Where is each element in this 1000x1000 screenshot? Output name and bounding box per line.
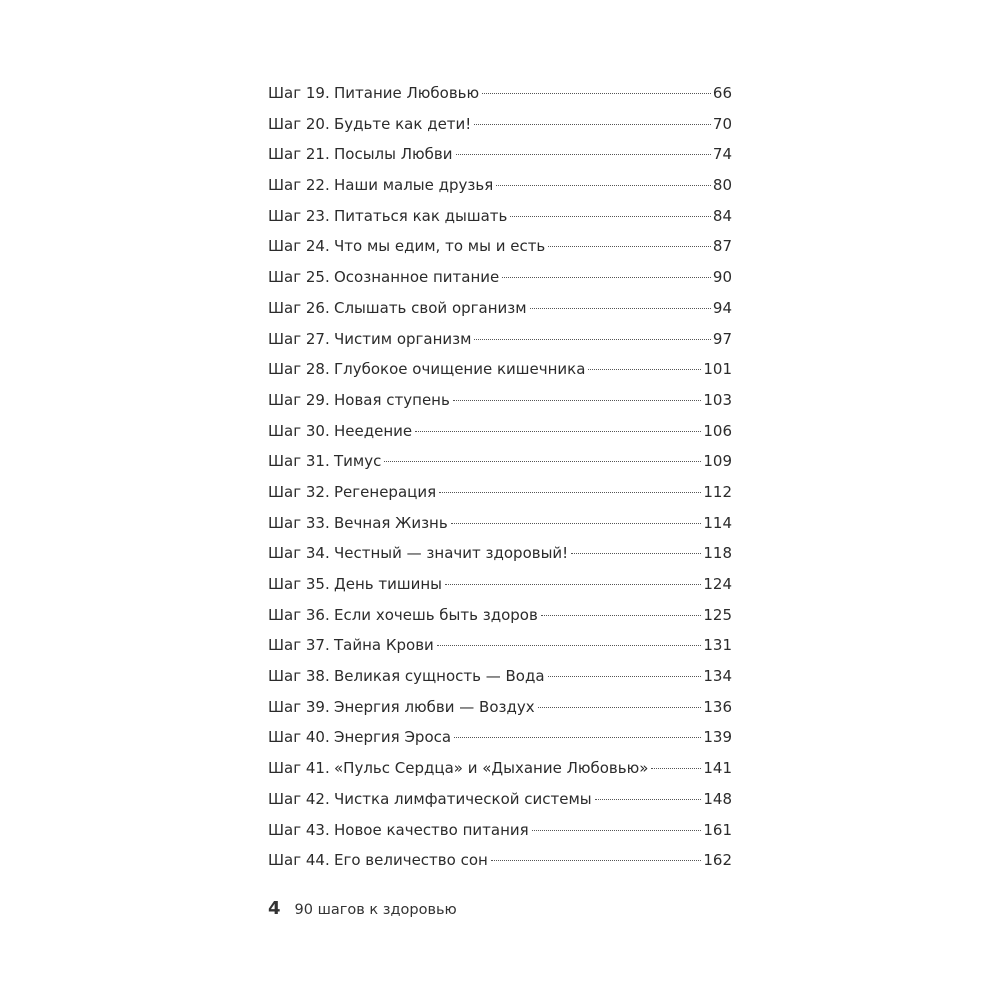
toc-step-label: Шаг 37. (268, 636, 330, 655)
toc-dot-leader (595, 799, 702, 800)
toc-page-number: 162 (703, 851, 732, 870)
toc-dot-leader (530, 308, 711, 309)
toc-entry-title: Вечная Жизнь (334, 513, 448, 532)
toc-dot-leader (538, 707, 702, 708)
toc-page-number: 118 (703, 544, 732, 563)
toc-step-label: Шаг 22. (268, 176, 330, 195)
footer-page-number: 4 (268, 898, 281, 919)
toc-step-label: Шаг 44. (268, 851, 330, 870)
toc-page-number: 70 (712, 114, 732, 133)
toc-entry-title: Новое качество питания (334, 820, 529, 839)
toc-entry-title: Глубокое очищение кишечника (334, 360, 586, 379)
toc-entry (268, 293, 732, 324)
toc-entry-title: Будьте как дети! (334, 114, 472, 133)
toc-entry (268, 600, 732, 631)
toc-entry (268, 630, 732, 661)
toc-entry-title: Слышать свой организм (334, 298, 527, 317)
toc-dot-leader (384, 461, 701, 462)
toc-step-label: Шаг 33. (268, 513, 330, 532)
toc-dot-leader (439, 492, 701, 493)
toc-dot-leader (474, 339, 710, 340)
toc-entry-title: Чистим организм (334, 329, 472, 348)
toc-entry-title: Великая сущность — Вода (334, 667, 545, 686)
toc-entry (268, 815, 732, 846)
toc-entry (268, 78, 732, 109)
toc-entry-title: Регенерация (334, 482, 437, 501)
toc-entry (268, 109, 732, 140)
toc-step-label: Шаг 32. (268, 482, 330, 501)
toc-entry (268, 324, 732, 355)
toc-step-label: Шаг 31. (268, 452, 330, 471)
toc-dot-leader (437, 645, 702, 646)
toc-step-label: Шаг 34. (268, 544, 330, 563)
toc-step-label: Шаг 23. (268, 206, 330, 225)
toc-page-number: 161 (703, 820, 732, 839)
toc-page-number: 66 (712, 84, 732, 102)
toc-entry (268, 385, 732, 416)
toc-entry (268, 446, 732, 477)
toc-step-label: Шаг 39. (268, 697, 330, 716)
toc-step-label: Шаг 28. (268, 360, 330, 379)
toc-page-number: 109 (703, 452, 732, 471)
toc-dot-leader (496, 185, 711, 186)
toc-entry-title: Если хочешь быть здоров (334, 605, 538, 624)
toc-entry-title: Энергия Эроса (334, 728, 452, 747)
toc-entry (268, 845, 732, 876)
toc-page-number: 101 (703, 360, 732, 379)
toc-step-label: Шаг 21. (268, 145, 330, 164)
toc-dot-leader (415, 431, 701, 432)
toc-step-label: Шаг 24. (268, 237, 330, 256)
toc-dot-leader (491, 860, 702, 861)
toc-entry-title: Тайна Крови (334, 636, 434, 655)
toc-step-label: Шаг 26. (268, 298, 330, 317)
toc-entry-title: Честный — значит здоровый! (334, 544, 569, 563)
toc-dot-leader (548, 246, 711, 247)
toc-entry-title: Посылы Любви (334, 145, 453, 164)
toc-dot-leader (541, 615, 702, 616)
toc-entry-title: «Пульс Сердца» и «Дыхание Любовью» (334, 759, 649, 778)
toc-dot-leader (474, 124, 711, 125)
toc-entry (268, 231, 732, 262)
toc-dot-leader (482, 93, 711, 94)
toc-step-label: Шаг 19. (268, 84, 330, 102)
toc-page-number: 80 (712, 176, 732, 195)
toc-dot-leader (453, 400, 702, 401)
toc-entry-title: Питание Любовью (334, 84, 480, 102)
toc-entry (268, 139, 732, 170)
toc-page-number: 90 (712, 268, 732, 287)
toc-entry-title: Неедение (334, 421, 413, 440)
toc-dot-leader (651, 768, 701, 769)
toc-dot-leader (510, 216, 711, 217)
toc-step-label: Шаг 36. (268, 605, 330, 624)
toc-entry-title: Новая ступень (334, 390, 450, 409)
toc-page-number: 148 (703, 789, 732, 808)
toc-entry (268, 170, 732, 201)
toc-step-label: Шаг 41. (268, 759, 330, 778)
toc-entry (268, 722, 732, 753)
footer-book-title: 90 шагов к здоровью (294, 902, 457, 918)
toc-entry (268, 692, 732, 723)
toc-step-label: Шаг 30. (268, 421, 330, 440)
toc-entry-title: День тишины (334, 575, 442, 593)
toc-page-number: 112 (703, 482, 732, 501)
toc-step-label: Шаг 35. (268, 575, 330, 593)
toc-step-label: Шаг 40. (268, 728, 330, 747)
toc-entry (268, 262, 732, 293)
toc-dot-leader (571, 553, 701, 554)
toc-entry (268, 661, 732, 692)
toc-page-number: 97 (712, 329, 732, 348)
toc-entry-title: Наши малые друзья (334, 176, 494, 195)
toc-entry (268, 416, 732, 447)
toc-dot-leader (588, 369, 701, 370)
toc-step-label: Шаг 42. (268, 789, 330, 808)
toc-entry-title: Энергия любви — Воздух (334, 697, 535, 716)
toc-step-label: Шаг 27. (268, 329, 330, 348)
toc-entry (268, 201, 732, 232)
toc-page-number: 106 (703, 421, 732, 440)
toc-page-number: 124 (703, 575, 732, 593)
toc-step-label: Шаг 43. (268, 820, 330, 839)
toc-entry-title: Питаться как дышать (334, 206, 508, 225)
toc-entry-title: Что мы едим, то мы и есть (334, 237, 546, 256)
toc-entry-title: Его величество сон (334, 851, 488, 870)
toc-entry-title: Тимус (334, 452, 382, 471)
toc-dot-leader (548, 676, 702, 677)
toc-page-number: 131 (703, 636, 732, 655)
toc-page-number: 114 (703, 513, 732, 532)
toc-page-number: 141 (703, 759, 732, 778)
toc-page-number: 139 (703, 728, 732, 747)
toc-page-number: 125 (703, 605, 732, 624)
toc-dot-leader (502, 277, 711, 278)
toc-dot-leader (456, 154, 711, 155)
table-of-contents (268, 78, 732, 876)
toc-page-number: 94 (712, 298, 732, 317)
toc-dot-leader (451, 523, 702, 524)
toc-entry (268, 538, 732, 569)
toc-step-label: Шаг 29. (268, 390, 330, 409)
toc-entry (268, 569, 732, 600)
toc-entry (268, 508, 732, 539)
toc-page-number: 87 (712, 237, 732, 256)
toc-step-label: Шаг 38. (268, 667, 330, 686)
toc-entry-title: Чистка лимфатической системы (334, 789, 592, 808)
toc-page-number: 136 (703, 697, 732, 716)
toc-page-number: 84 (712, 206, 732, 225)
toc-dot-leader (454, 737, 701, 738)
toc-entry-title: Осознанное питание (334, 268, 500, 287)
toc-entry (268, 753, 732, 784)
toc-step-label: Шаг 20. (268, 114, 330, 133)
toc-step-label: Шаг 25. (268, 268, 330, 287)
page-footer (268, 898, 457, 919)
toc-entry (268, 784, 732, 815)
toc-page-number: 74 (712, 145, 732, 164)
toc-page-number: 103 (703, 390, 732, 409)
toc-dot-leader (532, 830, 702, 831)
toc-page-number: 134 (703, 667, 732, 686)
toc-entry (268, 354, 732, 385)
toc-dot-leader (445, 584, 701, 585)
toc-entry (268, 477, 732, 508)
